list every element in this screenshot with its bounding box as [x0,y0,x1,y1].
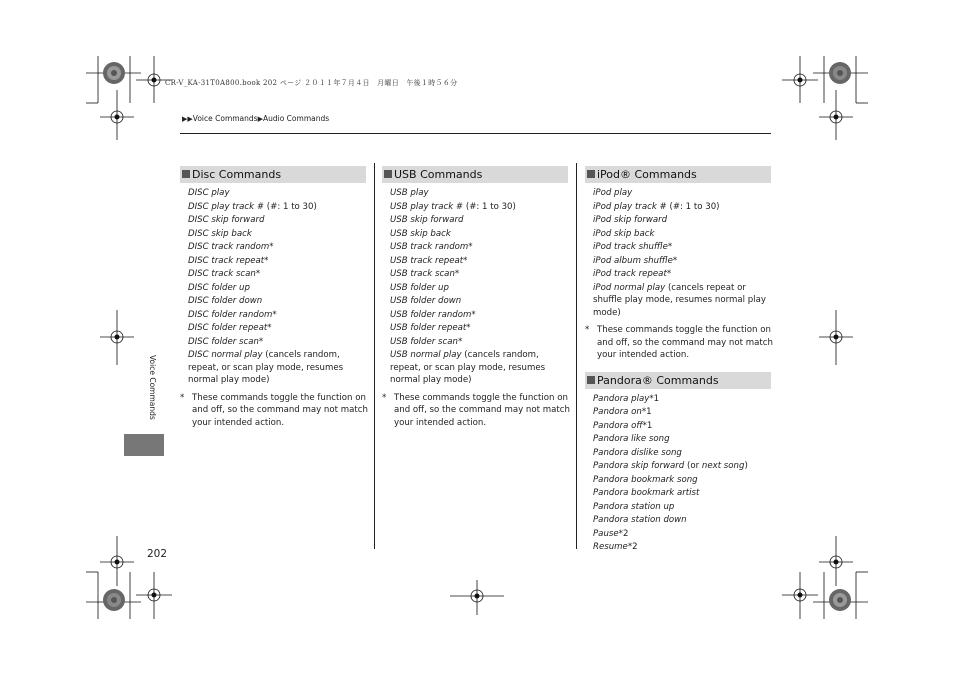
list-item: USB folder repeat* [390,323,471,333]
header-rule [180,133,771,134]
pandora-command-list [585,393,771,555]
list-item: Pandora play*1 [593,393,660,404]
list-item: iPod skip back [593,228,655,239]
square-bullet-icon [587,170,595,178]
list-item: DISC folder repeat* [188,323,272,333]
column-divider [374,163,375,549]
list-item: Pause*2 [593,528,629,539]
list-item: DISC folder scan* [188,336,264,347]
pandora-section-heading: Pandora® Commands [585,372,771,389]
list-item: DISC track scan* [188,269,261,279]
square-bullet-icon [587,376,595,384]
list-item: Pandora skip forward (or next song) [593,461,748,471]
command-list [180,187,366,387]
list-item: DISC folder down [188,296,263,306]
list-item: Pandora station up [593,501,675,512]
list-item: USB folder random* [390,309,476,320]
square-bullet-icon [384,170,392,178]
list-item: USB play [390,188,429,198]
list-item: Pandora station down [593,515,687,525]
list-item: DISC track random* [188,242,274,252]
list-item: Pandora dislike song [593,447,682,458]
page-number: 202 [147,548,168,560]
breadcrumb-page: Audio Commands [262,114,330,123]
disc-commands-section [180,166,366,429]
section-heading: Disc Commands [180,166,366,183]
square-bullet-icon [182,170,190,178]
list-item: USB folder up [390,282,449,293]
list-item: DISC skip forward [188,215,265,225]
list-item: Pandora like song [593,434,670,444]
usb-commands-section [382,166,568,429]
column-divider [576,163,577,549]
list-item: DISC play track # (#: 1 to 30) [188,201,317,212]
list-item: iPod normal play (cancels repeat or shuffle play mode, resumes normal play mode) [593,282,766,318]
list-item: DISC folder up [188,282,250,293]
section-heading: USB Commands [382,166,568,183]
list-item: Pandora on*1 [593,407,652,417]
footnote: * These commands toggle the function on and off, so the command may not match your intended action. [180,392,368,428]
list-item: USB track repeat* [390,255,468,266]
list-item: iPod play track # (#: 1 to 30) [593,201,720,212]
print-header: CR-V_KA-31T0A800.book 202 ページ ２０１１年７月４日 月曜日 午後１時５６分 [165,79,458,87]
ipod-commands-section [585,166,771,555]
list-item: Pandora bookmark song [593,474,698,485]
list-item: DISC play [188,188,230,198]
list-item: USB track scan* [390,269,460,279]
list-item: DISC skip back [188,228,252,239]
list-item: Resume*2 [593,542,638,552]
list-item: DISC folder random* [188,309,277,320]
list-item: Pandora bookmark artist [593,488,700,498]
list-item: iPod play [593,188,633,198]
section-heading: iPod® Commands [585,166,771,183]
list-item: USB skip forward [390,215,464,225]
list-item: USB track random* [390,242,473,252]
breadcrumb-separator-icon: ▶ [257,115,263,123]
section-tab [124,434,164,456]
list-item: USB skip back [390,228,451,239]
list-item: iPod track shuffle* [593,242,673,252]
list-item: iPod track repeat* [593,269,672,279]
list-item: USB folder down [390,296,462,306]
command-list [382,187,568,387]
list-item: USB folder scan* [390,336,463,347]
list-item: DISC normal play (cancels random, repeat, or scan play mode, resumes normal play mode) [188,350,344,385]
command-list [585,187,771,319]
footnote: * These commands toggle the function on and off, so the command may not match your intended action. [382,392,570,428]
list-item: iPod album shuffle* [593,255,678,266]
breadcrumb-arrow-icon: ▶▶ [182,115,193,123]
list-item: Pandora off*1 [593,420,653,431]
list-item: DISC track repeat* [188,255,269,266]
list-item: USB normal play (cancels random, repeat, or scan play mode, resumes normal play mode) [390,350,546,385]
list-item: USB play track # (#: 1 to 30) [390,201,516,212]
list-item: iPod skip forward [593,215,668,225]
footnote: * These commands toggle the function on and off, so the command may not match your intended action. [585,325,773,360]
breadcrumb [182,114,329,123]
breadcrumb-section[interactable]: Voice Commands [192,114,258,123]
side-section-label: Voice Commands [148,355,157,420]
